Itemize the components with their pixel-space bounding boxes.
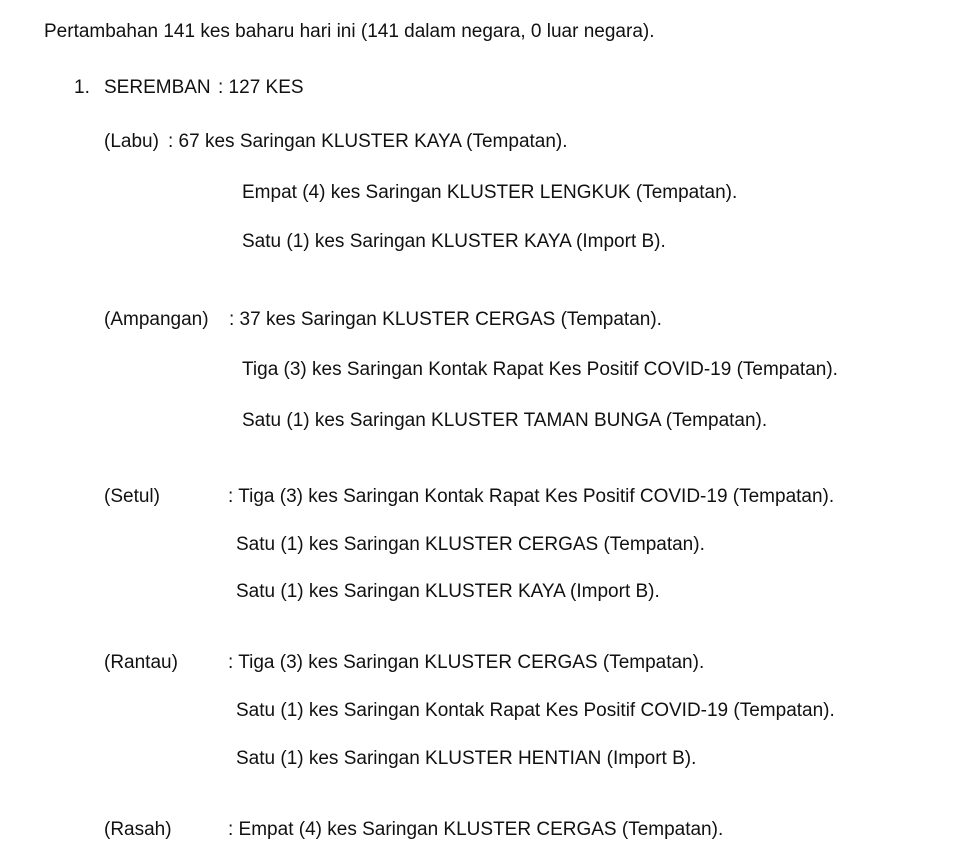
case-line: Empat (4) kes Saringan KLUSTER LENGKUK (Tempatan). [242,182,738,203]
intro-text: Pertambahan 141 kes baharu hari ini (141 dalam negara, 0 luar negara). [44,21,655,42]
case-line: : 67 kes Saringan KLUSTER KAYA (Tempatan). [168,131,568,152]
area-label-ampangan: (Ampangan) [104,309,209,330]
area-label-rantau: (Rantau) [104,652,178,673]
area-label-setul: (Setul) [104,486,160,507]
area-label-rasah: (Rasah) [104,819,172,840]
case-line: Satu (1) kes Saringan KLUSTER CERGAS (Tempatan). [236,534,705,555]
case-line: : 37 kes Saringan KLUSTER CERGAS (Tempatan). [229,309,662,330]
case-line: : Tiga (3) kes Saringan KLUSTER CERGAS (Tempatan). [228,652,705,673]
case-line: Satu (1) kes Saringan Kontak Rapat Kes Positif COVID-19 (Tempatan). [236,700,835,721]
district-total: : 127 KES [218,77,304,98]
case-line: Satu (1) kes Saringan KLUSTER KAYA (Import B). [236,581,660,602]
area-label-labu: (Labu) [104,131,159,152]
district-name: SEREMBAN [104,77,211,98]
case-line: Satu (1) kes Saringan KLUSTER HENTIAN (Import B). [236,748,697,769]
case-line: Satu (1) kes Saringan KLUSTER TAMAN BUNGA (Tempatan). [242,410,768,431]
case-line: : Empat (4) kes Saringan KLUSTER CERGAS (Tempatan). [228,819,724,840]
case-line: Tiga (3) kes Saringan Kontak Rapat Kes Positif COVID-19 (Tempatan). [242,359,838,380]
list-number: 1. [74,77,90,98]
case-line: : Tiga (3) kes Saringan Kontak Rapat Kes Positif COVID-19 (Tempatan). [228,486,835,507]
case-line: Satu (1) kes Saringan KLUSTER KAYA (Import B). [242,231,666,252]
